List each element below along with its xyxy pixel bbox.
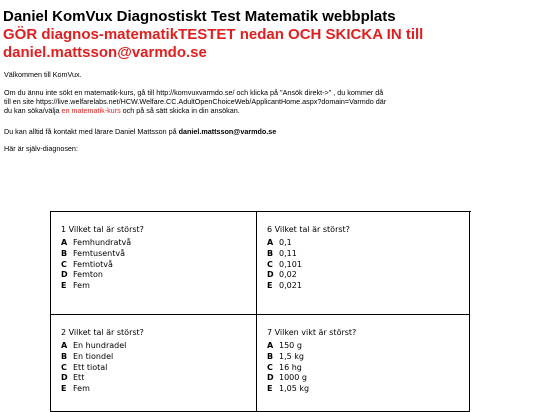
contact-text [4,127,276,136]
info-text-line-3 [4,106,240,115]
question-1-option-a: A Femhundratvå [61,238,132,247]
question-7-option-d: D 1000 g [267,373,307,383]
info-text-line-1: Om du ännu inte sökt en matematik-kurs, gå till http://komvuxvarmdo.se/ och klicka på "Ansök direkt->" , du kommer då [4,88,384,97]
info-text-line-3-start: du kan söka/välja [4,106,62,115]
question-2-cell [51,315,257,412]
question-6-option-b: B 0,11 [267,248,297,258]
question-1-option-c: C Femtiotvå [61,259,113,269]
question-6-cell [257,212,470,315]
question-6-option-a: A 0,1 [267,238,292,247]
question-7-option-a: A 150 g [267,341,302,350]
info-text-line-3-end: och på så sätt skicka in din ansökan. [120,106,240,115]
course-link[interactable]: en matematik-kurs [61,106,121,115]
contact-email: daniel.mattsson@varmdo.se [178,127,277,136]
question-7-option-b: B 1,5 kg [267,351,304,361]
question-1-cell [51,212,257,315]
question-1-text: 1 Vilket tal är störst? [61,225,144,234]
question-2-option-e: E Fem [61,384,90,394]
question-7-cell [257,315,470,412]
contact-text-label: Du kan alltid få kontakt med lärare Daniel Mattsson på [4,127,179,136]
page-title: Daniel KomVux Diagnostiskt Test Matematik webbplats [3,8,396,25]
question-1-option-e: E Fem [61,281,90,291]
info-text-line-2: till en site https://live.welfarelabs.net/HCW.Welfare.CC.AdultOpenChoiceWeb/ApplicantHome.aspx?domain=Varmdo där [4,97,387,106]
page-subtitle-email: daniel.mattsson@varmdo.se [3,44,207,61]
question-2-option-b: B En tiondel [61,351,114,361]
question-6-text: 6 Vilket tal är störst? [267,225,350,234]
question-2-option-d: D Ett [61,373,85,383]
page-subtitle: GÖR diagnos-matematikTESTET nedan OCH SKICKA IN till [3,26,424,43]
question-7-option-e: E 1,05 kg [267,384,310,394]
diagnosis-test-table [50,211,471,412]
question-2-option-a: A En hundradel [61,341,127,350]
question-6-option-c: C 0,101 [267,259,302,269]
question-2-option-c: C Ett tiotal [61,362,108,372]
question-6-option-e: E 0,021 [267,281,302,291]
question-2-text: 2 Vilket tal är störst? [61,328,144,337]
question-6-option-d: D 0,02 [267,270,297,280]
question-7-text: 7 Vilken vikt är störst? [267,328,357,337]
diagnosis-intro: Här är själv-diagnosen: [4,144,78,153]
question-7-option-c: C 16 hg [267,362,302,372]
welcome-text: Välkommen till KomVux. [4,70,82,79]
question-1-option-b: B Femtusentvå [61,248,126,258]
question-1-option-d: D Femton [61,270,103,280]
